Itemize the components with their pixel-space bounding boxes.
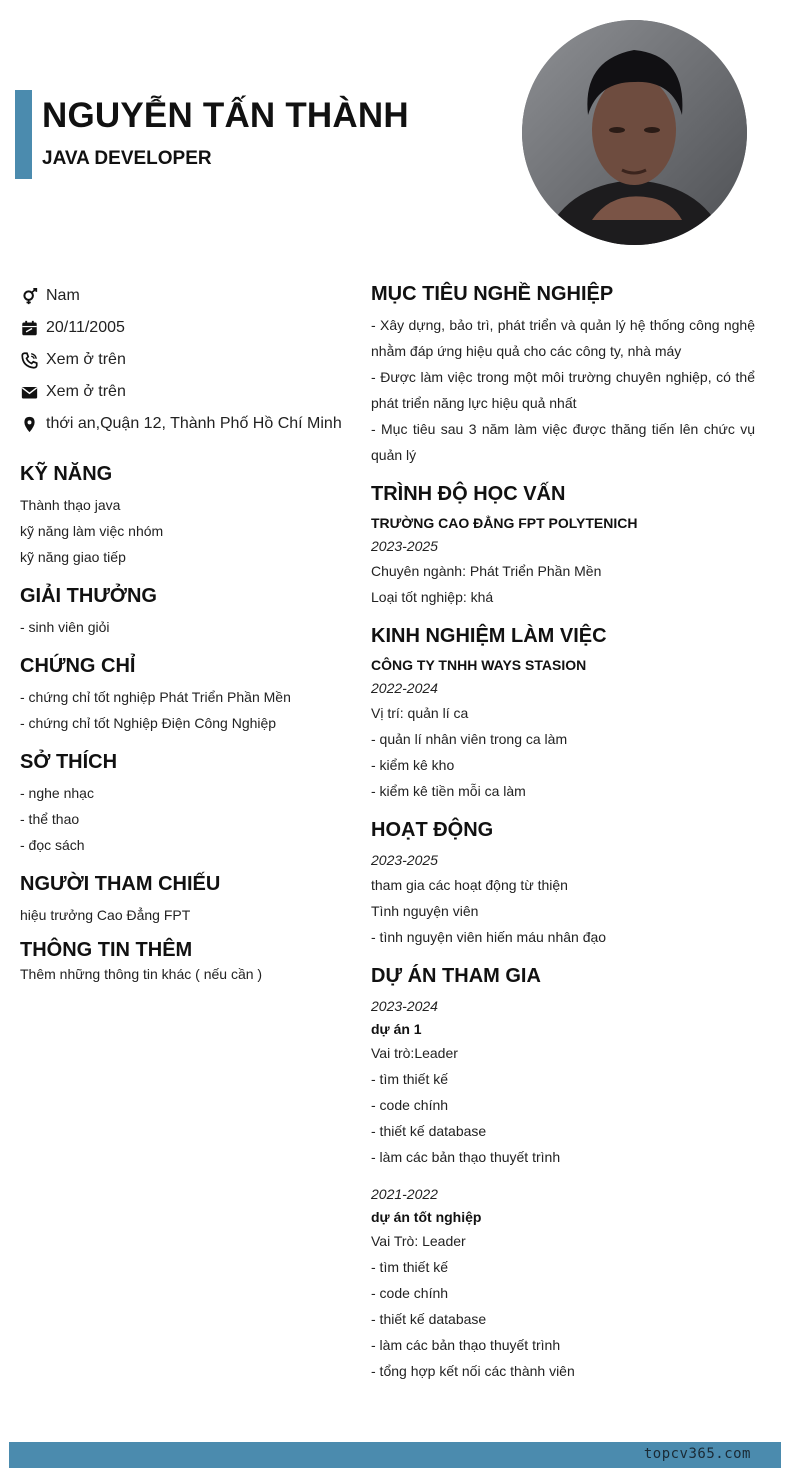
footer-bar [9,1442,781,1468]
education-line: Loại tốt nghiệp: khá [371,589,494,605]
skill-item: kỹ năng làm việc nhóm [20,523,164,539]
contact-birthday-text: 20/11/2005 [46,319,125,336]
header-accent-bar [15,90,32,179]
project-name: dự án tốt nghiệp [371,1209,482,1225]
right-column [371,282,755,1384]
experience-period: 2022-2024 [371,680,438,696]
activity-line: Tình nguyện viên [371,903,479,919]
project-name: dự án 1 [371,1021,422,1037]
project-period: 2023-2024 [371,998,438,1014]
references-title: NGƯỜI THAM CHIẾU [20,873,221,895]
contact-phone-text: Xem ở trên [46,351,126,368]
phone-icon [20,351,38,369]
contact-phone [20,344,350,376]
reference-item: hiệu trưởng Cao Đẳng FPT [20,907,191,923]
skill-item: Thành thạo java [20,497,121,513]
activity-line: - tình nguyện viên hiến máu nhân đạo [371,929,607,945]
experience-line: Vị trí: quản lí ca [371,705,469,721]
avatar [522,20,747,245]
award-item: - sinh viên giỏi [20,619,110,635]
objective-item: - Xây dựng, bảo trì, phát triển và quản lý hệ thống công nghệ nhằm đáp ứng hiệu quả cho các công ty, nhà máy [371,317,755,359]
certificate-item: - chứng chỉ tốt Nghiệp Điện Công Nghiệp [20,715,277,731]
experience-company: CÔNG TY TNHH WAYS STASION [371,657,587,673]
calendar-icon [20,319,38,337]
activities-title: HOẠT ĐỘNG [371,819,494,841]
experience-line: - quản lí nhân viên trong ca làm [371,731,568,747]
email-icon [20,383,38,401]
project-line: Vai trò:Leader [371,1045,458,1061]
project-line: - code chính [371,1097,449,1113]
certificates-title: CHỨNG CHỈ [20,655,136,677]
contact-address [20,408,350,440]
project-line: - thiết kế database [371,1123,487,1139]
education-line: Chuyên ngành: Phát Triển Phần Mền [371,563,602,579]
candidate-name: NGUYỄN TẤN THÀNH [42,96,409,135]
hobby-item: - nghe nhạc [20,785,94,801]
hobby-item: - đọc sách [20,837,85,853]
project-line: Vai Trò: Leader [371,1233,466,1249]
extra-item: Thêm những thông tin khác ( nếu cần ) [20,966,263,982]
projects-title: DỰ ÁN THAM GIA [371,965,541,987]
project-line: - tổng hợp kết nối các thành viên [371,1363,575,1379]
education-period: 2023-2025 [371,538,438,554]
hobbies-title: SỞ THÍCH [20,751,118,773]
contact-address-text: thới an,Quận 12, Thành Phố Hồ Chí Minh [46,415,342,432]
gender-icon [20,287,38,305]
location-icon [20,415,38,433]
contact-gender [20,280,350,312]
project-line: - code chính [371,1285,449,1301]
objective-title: MỤC TIÊU NGHỀ NGHIỆP [371,283,614,305]
experience-line: - kiểm kê kho [371,757,455,773]
education-title: TRÌNH ĐỘ HỌC VẤN [371,483,566,505]
footer-watermark[interactable]: topcv365.com [643,1446,751,1462]
candidate-role: JAVA DEVELOPER [42,148,212,169]
certificate-item: - chứng chỉ tốt nghiệp Phát Triển Phần Mền [20,689,291,705]
contact-email-text: Xem ở trên [46,383,126,400]
project-line: - làm các bản thạo thuyết trình [371,1337,561,1353]
objective-item: - Mục tiêu sau 3 năm làm việc được thăng tiến lên chức vụ quản lý [371,421,755,463]
hobby-item: - thể thao [20,811,80,827]
extra-title: THÔNG TIN THÊM [20,939,193,961]
education-school: TRƯỜNG CAO ĐẲNG FPT POLYTENICH [371,515,638,531]
avatar-photo [522,20,747,245]
skills-title: KỸ NĂNG [20,463,113,485]
objective-item: - Được làm việc trong một môi trường chuyên nghiệp, có thể phát triển năng lực hiệu quả nhất [371,369,755,411]
project-line: - tìm thiết kế [371,1259,449,1275]
left-column [20,280,350,984]
contact-birthday [20,312,350,344]
project-line: - làm các bản thạo thuyết trình [371,1149,561,1165]
contact-gender-text: Nam [46,287,80,304]
awards-title: GIẢI THƯỞNG [20,585,157,607]
experience-title: KINH NGHIỆM LÀM VIỆC [371,625,607,647]
activities-period: 2023-2025 [371,852,438,868]
skill-item: kỹ năng giao tiếp [20,549,126,565]
contact-email [20,376,350,408]
experience-line: - kiểm kê tiền mỗi ca làm [371,783,526,799]
activity-line: tham gia các hoạt động từ thiện [371,877,568,893]
project-period: 2021-2022 [371,1186,438,1202]
project-line: - tìm thiết kế [371,1071,449,1087]
project-line: - thiết kế database [371,1311,487,1327]
